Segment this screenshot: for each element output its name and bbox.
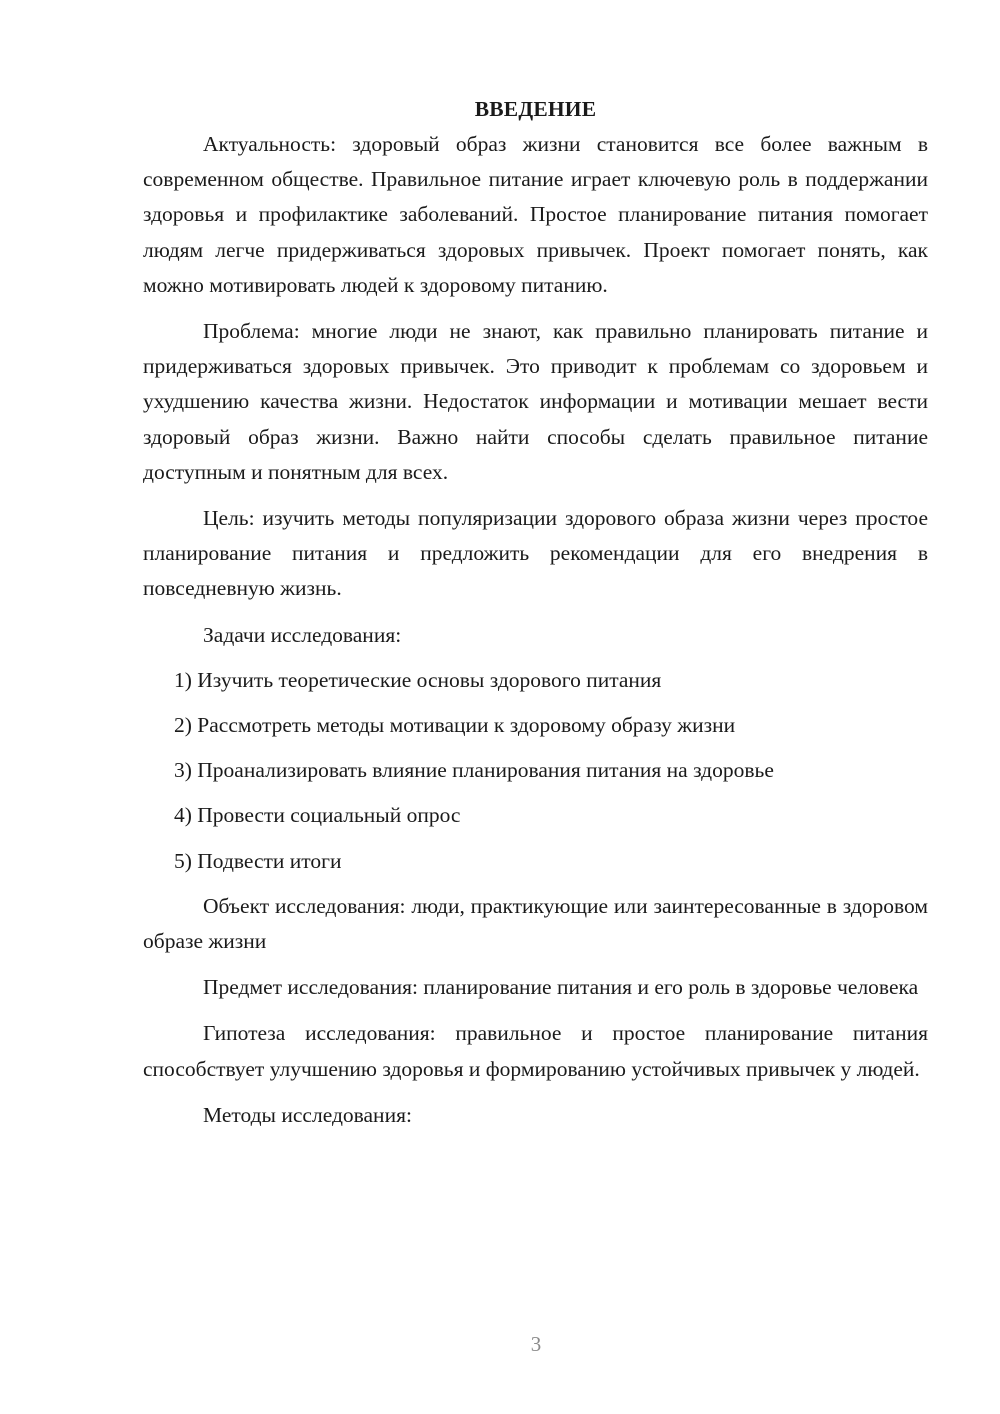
task-item: 4) Провести социальный опрос [174,803,461,828]
goal-paragraph: Цель: изучить методы популяризации здорового образа жизни через простое планирование питания и предложить рекомендации для его внедрения в повседневную жизнь. [143,506,928,601]
problem-paragraph: Проблема: многие люди не знают, как правильно планировать питание и придерживаться здоровых привычек. Это приводит к проблемам со здоровьем и ухудшению качества жизни. Недостаток информации и мотивации мешает вести здоровый образ жизни. Важно найти способы сделать правильное питание доступным и понятным для всех. [143,319,928,484]
subject-paragraph: Предмет исследования: планирование питания и его роль в здоровье человека [203,975,919,1000]
relevance-paragraph: Актуальность: здоровый образ жизни становится все более важным в современном обществе. Правильное питание играет ключевую роль в поддержании здоровья и профилактике заболеваний. Простое планирование питания помогает людям легче придерживаться здоровых привычек. Проект помогает понять, как можно мотивировать людей к здоровому питанию. [143,132,928,297]
tasks-list [143,663,928,879]
page-content [143,92,928,1133]
task-item: 2) Рассмотреть методы мотивации к здоровому образу жизни [174,713,736,738]
page-number: 3 [530,1332,542,1356]
task-item: 1) Изучить теоретические основы здорового питания [174,667,662,692]
task-item: 5) Подвести итоги [174,848,342,873]
object-paragraph: Объект исследования: люди, практикующие или заинтересованные в здоровом образе жизни [143,893,928,954]
task-item: 3) Проанализировать влияние планирования питания на здоровье [174,758,774,783]
methods-heading: Методы исследования: [203,1102,412,1127]
hypothesis-paragraph: Гипотеза исследования: правильное и простое планирование питания способствует улучшению здоровья и формированию устойчивых привычек у людей. [143,1021,928,1081]
section-title: ВВЕДЕНИЕ [474,97,597,121]
tasks-heading: Задачи исследования: [203,622,402,647]
